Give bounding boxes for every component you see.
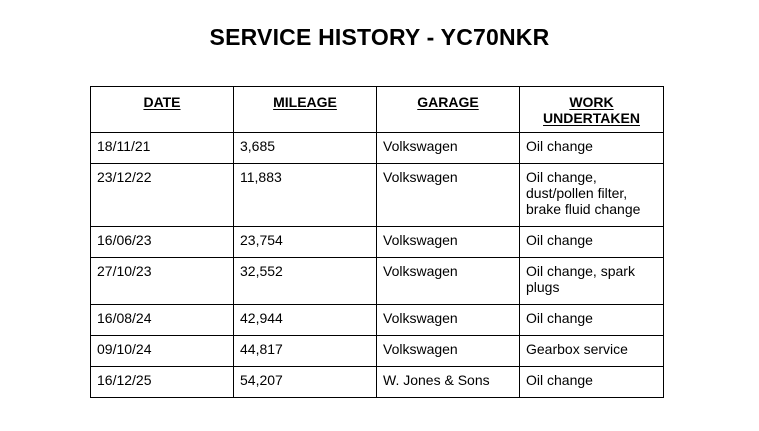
table-row — [91, 336, 664, 367]
cell-mileage: 42,944 — [234, 305, 377, 336]
table-row — [91, 367, 664, 398]
cell-work: Oil change — [520, 133, 664, 164]
cell-work: Oil change — [520, 227, 664, 258]
header-garage: GARAGE — [377, 87, 520, 133]
cell-date: 18/11/21 — [91, 133, 234, 164]
header-mileage: MILEAGE — [234, 87, 377, 133]
cell-mileage: 3,685 — [234, 133, 377, 164]
cell-date: 27/10/23 — [91, 258, 234, 305]
cell-mileage: 54,207 — [234, 367, 377, 398]
table-row — [91, 305, 664, 336]
cell-mileage: 44,817 — [234, 336, 377, 367]
table-row — [91, 133, 664, 164]
cell-date: 16/08/24 — [91, 305, 234, 336]
cell-work: Oil change — [520, 305, 664, 336]
cell-garage: Volkswagen — [377, 305, 520, 336]
cell-date: 16/06/23 — [91, 227, 234, 258]
cell-garage: Volkswagen — [377, 336, 520, 367]
cell-work: Oil change, spark plugs — [520, 258, 664, 305]
table-row — [91, 227, 664, 258]
cell-work: Oil change — [520, 367, 664, 398]
cell-work: Oil change, dust/pollen filter, brake fluid change — [520, 164, 664, 227]
cell-garage: Volkswagen — [377, 164, 520, 227]
page-title: SERVICE HISTORY - YC70NKR — [209, 24, 550, 50]
table-row — [91, 164, 664, 227]
header-work-undertaken: WORK UNDERTAKEN — [520, 87, 664, 133]
cell-garage: Volkswagen — [377, 227, 520, 258]
table-row — [91, 258, 664, 305]
cell-mileage: 23,754 — [234, 227, 377, 258]
cell-mileage: 32,552 — [234, 258, 377, 305]
cell-garage: Volkswagen — [377, 258, 520, 305]
cell-garage: Volkswagen — [377, 133, 520, 164]
table-header-row — [91, 87, 664, 133]
cell-work: Gearbox service — [520, 336, 664, 367]
header-date: DATE — [91, 87, 234, 133]
cell-date: 16/12/25 — [91, 367, 234, 398]
cell-date: 09/10/24 — [91, 336, 234, 367]
service-history-table — [90, 86, 664, 398]
cell-date: 23/12/22 — [91, 164, 234, 227]
cell-mileage: 11,883 — [234, 164, 377, 227]
cell-garage: W. Jones & Sons — [377, 367, 520, 398]
